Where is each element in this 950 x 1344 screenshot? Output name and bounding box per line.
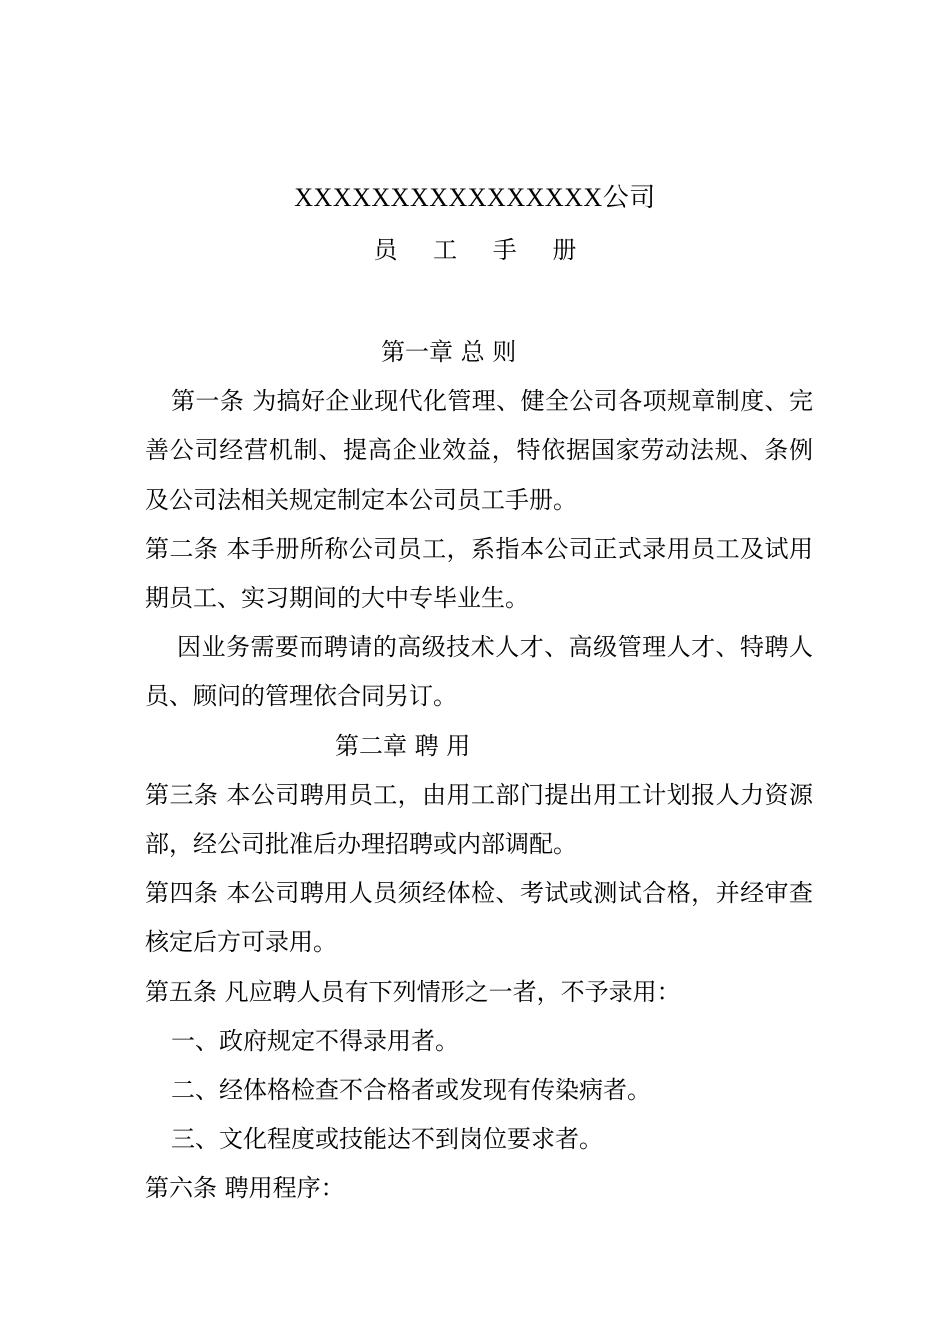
- chapter-heading: 第一章 总 则: [381, 338, 517, 366]
- document-body: [145, 328, 813, 1214]
- chapter-heading: 第二章 聘 用: [335, 731, 471, 760]
- company-name: XXXXXXXXXXXXXXXX公司: [294, 183, 656, 212]
- article-paragraph: 第一条 为搞好企业现代化管理、健全公司各项规章制度、完善公司经营机制、提高企业效益，特依据国家劳动法规、条例及公司法相关规定制定本公司员工手册。: [145, 387, 813, 514]
- article-paragraph: 第六条 聘用程序：: [145, 1174, 345, 1203]
- article-paragraph: 第四条 本公司聘用人员须经体检、考试或测试合格，并经审查核定后方可录用。: [145, 879, 813, 957]
- document-title: 员 工 手 册: [373, 236, 591, 264]
- article-paragraph: 第三条 本公司聘用员工，由用工部门提出用工计划报人力资源部，经公司批准后办理招聘或内部调配。: [145, 780, 813, 859]
- article-paragraph: 第五条 凡应聘人员有下列情形之一者，不予录用：: [145, 977, 681, 1006]
- article-paragraph: 因业务需要而聘请的高级技术人才、高级管理人才、特聘人员、顾问的管理依合同另订。: [145, 633, 813, 711]
- list-item: 三、文化程度或技能达不到岗位要求者。: [171, 1125, 603, 1154]
- list-item: 一、政府规定不得录用者。: [171, 1026, 459, 1055]
- article-paragraph: 第二条 本手册所称公司员工，系指本公司正式录用员工及试用期员工、实习期间的大中专毕业生。: [145, 534, 813, 613]
- list-item: 二、经体格检查不合格者或发现有传染病者。: [171, 1076, 651, 1105]
